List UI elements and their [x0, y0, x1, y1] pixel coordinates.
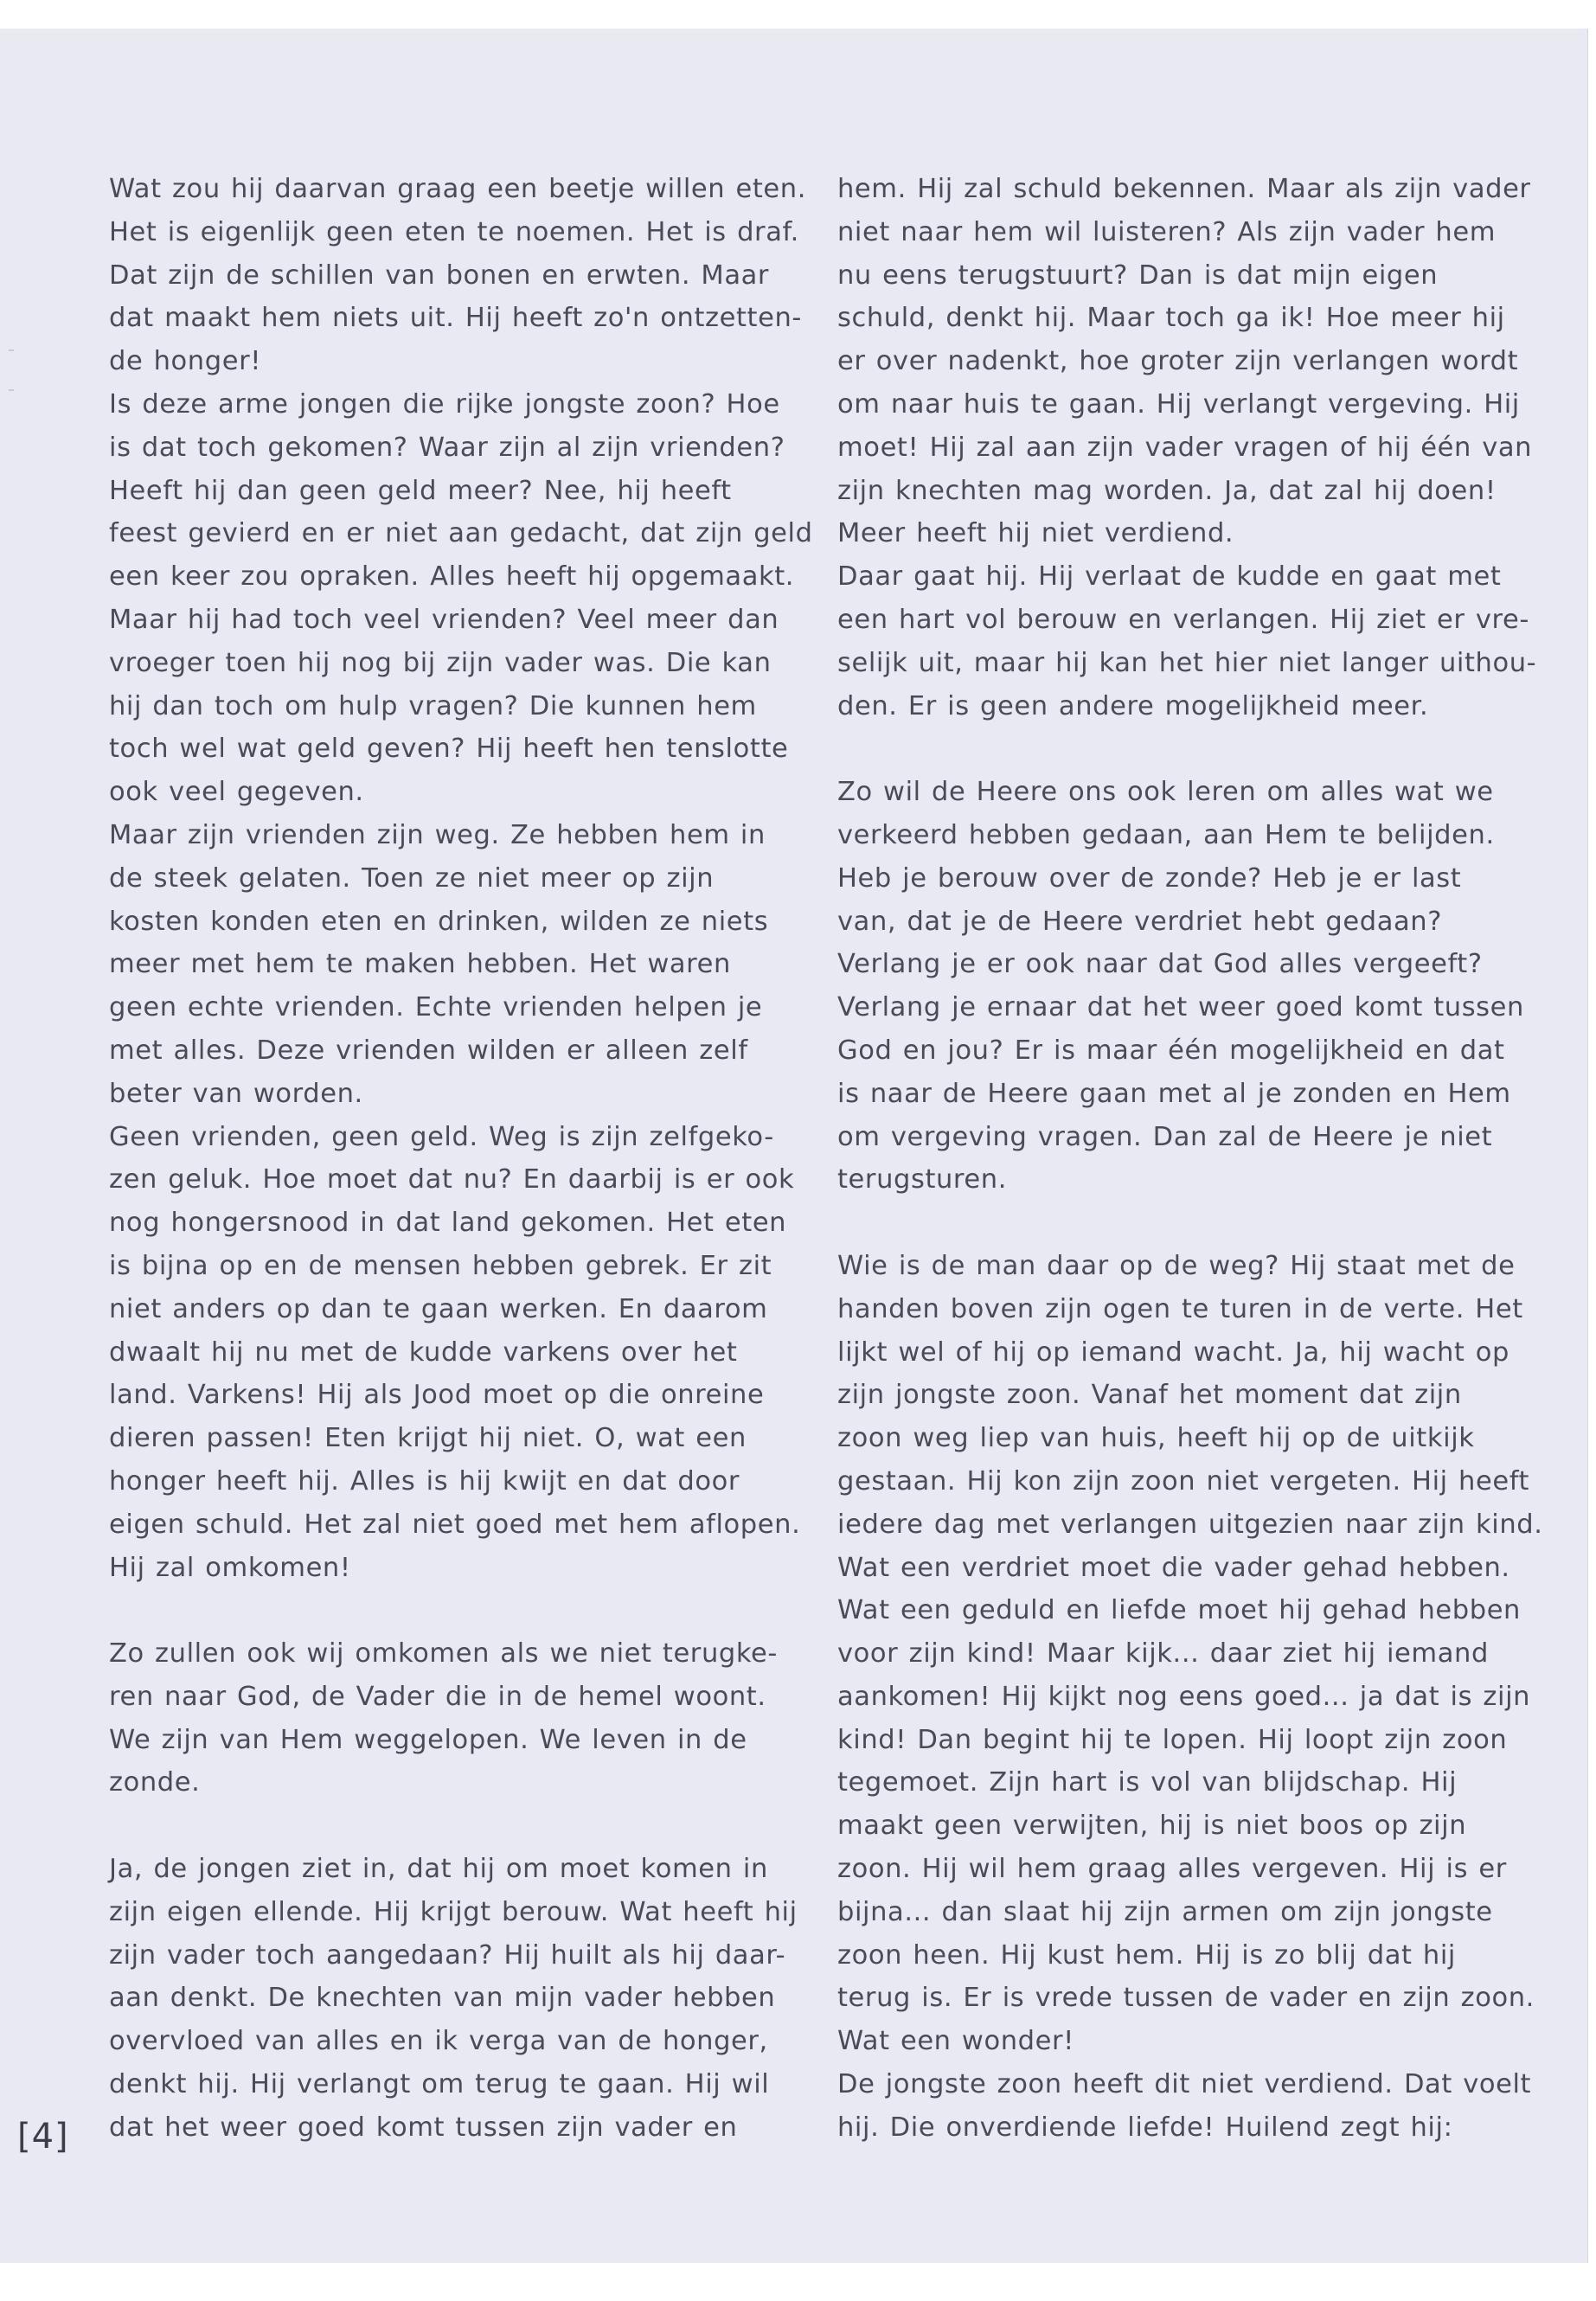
- right-text-column: [837, 168, 1543, 2150]
- text-line: zoon weg liep van huis, heeft hij op de uitkijk: [837, 1423, 1475, 1454]
- text-line: Wie is de man daar op de weg? Hij staat met de: [837, 1250, 1516, 1281]
- text-line: niet anders op dan te gaan werken. En daarom: [109, 1293, 768, 1324]
- text-line: van, dat je de Heere verdriet hebt gedaan?: [837, 906, 1443, 937]
- text-line: hem. Hij zal schuld bekennen. Maar als zijn vader: [837, 174, 1531, 204]
- text-line: moet! Hij zal aan zijn vader vragen of hij één van: [837, 432, 1533, 463]
- text-line: Zo wil de Heere ons ook leren om alles wat we: [837, 777, 1494, 808]
- text-line: zen geluk. Hoe moet dat nu? En daarbij is er ook: [109, 1164, 795, 1195]
- text-line: is naar de Heere gaan met al je zonden en Hem: [837, 1078, 1511, 1109]
- text-line: Wat een geduld en liefde moet hij gehad hebben: [837, 1595, 1521, 1626]
- text-line: God en jou? Er is maar één mogelijkheid en dat: [837, 1035, 1505, 1066]
- text-line: Daar gaat hij. Hij verlaat de kudde en gaat met: [837, 561, 1502, 593]
- text-line: Verlang je ernaar dat het weer goed komt tussen: [837, 992, 1524, 1023]
- text-line: tegemoet. Zijn hart is vol van blijdschap. Hij: [837, 1767, 1458, 1798]
- text-line: Maar zijn vrienden zijn weg. Ze hebben hem in: [109, 819, 766, 850]
- paragraph-gap: [109, 1589, 784, 1632]
- text-line: verkeerd hebben gedaan, aan Hem te belijden.: [837, 819, 1495, 850]
- text-line: Zo zullen ook wij omkomen als we niet terugke-: [109, 1638, 778, 1670]
- text-line: land. Varkens! Hij als Jood moet op die onreine: [109, 1380, 765, 1411]
- left-text-column: [109, 168, 813, 2150]
- text-line: gestaan. Hij kon zijn zoon niet vergeten. Hij heeft: [837, 1465, 1530, 1497]
- text-line: is dat toch gekomen? Waar zijn al zijn vrienden?: [109, 432, 785, 463]
- text-line: zoon. Hij wil hem graag alles vergeven. Hij is er: [837, 1854, 1507, 1885]
- text-line: hij dan toch om hulp vragen? Die kunnen hem: [109, 690, 757, 721]
- text-line: er over nadenkt, hoe groter zijn verlangen wordt: [837, 346, 1519, 377]
- text-line: aankomen! Hij kijkt nog eens goed... ja dat is zijn: [837, 1681, 1531, 1712]
- text-line: meer met hem te maken hebben. Het waren: [109, 949, 731, 980]
- text-line: Heb je berouw over de zonde? Heb je er last: [837, 862, 1462, 894]
- text-line: schuld, denkt hij. Maar toch ga ik! Hoe meer hij: [837, 303, 1505, 334]
- text-line: zijn vader toch aangedaan? Hij huilt als hij daar-: [109, 1939, 786, 1971]
- text-line: zijn knechten mag worden. Ja, dat zal hij doen!: [837, 475, 1497, 506]
- text-line: beter van worden.: [109, 1078, 363, 1109]
- text-line: Ja, de jongen ziet in, dat hij om moet komen in: [109, 1854, 768, 1885]
- text-line: vroeger toen hij nog bij zijn vader was. Die kan: [109, 647, 772, 678]
- text-line: met alles. Deze vrienden wilden er alleen zelf: [109, 1035, 748, 1066]
- text-line: toch wel wat geld geven? Hij heeft hen tenslotte: [109, 734, 789, 765]
- text-line: Dat zijn de schillen van bonen en erwten. Maar: [109, 260, 770, 291]
- text-line: iedere dag met verlangen uitgezien naar zijn kind.: [837, 1509, 1543, 1540]
- text-line: zijn jongste zoon. Vanaf het moment dat zijn: [837, 1380, 1462, 1411]
- text-line: Het is eigenlijk geen eten te noemen. Het is draf.: [109, 216, 799, 247]
- text-line: een keer zou opraken. Alles heeft hij opgemaakt.: [109, 561, 795, 593]
- text-line: Wat zou hij daarvan graag een beetje willen eten.: [109, 174, 807, 204]
- text-line: dwaalt hij nu met de kudde varkens over het: [109, 1336, 738, 1368]
- text-line: ren naar God, de Vader die in de hemel woont.: [109, 1681, 766, 1712]
- text-line: Geen vrienden, geen geld. Weg is zijn zelfgeko-: [109, 1121, 774, 1152]
- text-line: dat maakt hem niets uit. Hij heeft zo'n ontzetten-: [109, 303, 802, 334]
- text-line: kind! Dan begint hij te lopen. Hij loopt zijn zoon: [837, 1724, 1508, 1755]
- text-line: terugsturen.: [837, 1164, 1007, 1195]
- text-line: Maar hij had toch veel vrienden? Veel meer dan: [109, 604, 779, 635]
- text-line: honger heeft hij. Alles is hij kwijt en dat door: [109, 1465, 740, 1497]
- text-line: Verlang je er ook naar dat God alles vergeeft?: [837, 949, 1483, 980]
- text-line: zonde.: [109, 1767, 201, 1798]
- text-line: dat het weer goed komt tussen zijn vader en: [109, 2112, 738, 2143]
- paragraph-gap: [837, 727, 1512, 771]
- book-page: [0, 29, 1588, 2263]
- text-line: eigen schuld. Het zal niet goed met hem aflopen.: [109, 1509, 801, 1540]
- text-line: hij. Die onverdiende liefde! Huilend zegt hij:: [837, 2112, 1453, 2143]
- text-line: De jongste zoon heeft dit niet verdiend. Dat voelt: [837, 2069, 1532, 2100]
- text-line: om vergeving vragen. Dan zal de Heere je niet: [837, 1121, 1493, 1152]
- text-line: om naar huis te gaan. Hij verlangt vergeving. Hij: [837, 388, 1520, 420]
- text-line: Hij zal omkomen!: [109, 1552, 351, 1583]
- text-line: Heeft hij dan geen geld meer? Nee, hij heeft: [109, 475, 732, 506]
- text-line: lijkt wel of hij op iemand wacht. Ja, hij wacht op: [837, 1336, 1509, 1368]
- text-line: Wat een wonder!: [837, 2026, 1074, 2057]
- text-line: de honger!: [109, 346, 262, 377]
- text-line: handen boven zijn ogen te turen in de verte. Het: [837, 1293, 1523, 1324]
- text-line: selijk uit, maar hij kan het hier niet langer uithou-: [837, 647, 1537, 678]
- text-line: maakt geen verwijten, hij is niet boos op zijn: [837, 1811, 1467, 1842]
- text-line: aan denkt. De knechten van mijn vader hebben: [109, 1983, 776, 2014]
- margin-mark: [9, 389, 14, 391]
- text-line: kosten konden eten en drinken, wilden ze niets: [109, 906, 769, 937]
- paragraph-gap: [109, 1804, 784, 1848]
- text-line: nu eens terugstuurt? Dan is dat mijn eigen: [837, 260, 1439, 291]
- text-line: Is deze arme jongen die rijke jongste zoon? Hoe: [109, 388, 780, 420]
- text-line: zijn eigen ellende. Hij krijgt berouw. Wat heeft hij: [109, 1896, 798, 1927]
- text-line: niet naar hem wil luisteren? Als zijn vader hem: [837, 216, 1497, 247]
- text-line: overvloed van alles en ik verga van de honger,: [109, 2026, 768, 2057]
- text-line: terug is. Er is vrede tussen de vader en zijn zoon.: [837, 1983, 1535, 2014]
- paragraph-gap: [837, 1202, 1512, 1245]
- text-line: nog hongersnood in dat land gekomen. Het eten: [109, 1208, 787, 1239]
- text-line: bijna... dan slaat hij zijn armen om zijn jongste: [837, 1896, 1493, 1927]
- text-line: voor zijn kind! Maar kijk... daar ziet hij iemand: [837, 1638, 1489, 1670]
- text-line: ook veel gegeven.: [109, 777, 364, 808]
- text-line: een hart vol berouw en verlangen. Hij ziet er vre-: [837, 604, 1529, 635]
- text-line: de steek gelaten. Toen ze niet meer op zijn: [109, 862, 715, 894]
- text-line: geen echte vrienden. Echte vrienden helpen je: [109, 992, 763, 1023]
- text-line: den. Er is geen andere mogelijkheid meer.: [837, 690, 1429, 721]
- margin-mark: [9, 349, 14, 351]
- text-line: is bijna op en de mensen hebben gebrek. Er zit: [109, 1250, 772, 1281]
- text-line: feest gevierd en er niet aan gedacht, dat zijn geld: [109, 518, 813, 549]
- text-line: zoon heen. Hij kust hem. Hij is zo blij dat hij: [837, 1939, 1456, 1971]
- text-line: dieren passen! Eten krijgt hij niet. O, wat een: [109, 1423, 747, 1454]
- text-line: We zijn van Hem weggelopen. We leven in de: [109, 1724, 747, 1755]
- text-line: Wat een verdriet moet die vader gehad hebben.: [837, 1552, 1510, 1583]
- page-number: [4]: [17, 2117, 69, 2157]
- text-line: denkt hij. Hij verlangt om terug te gaan. Hij wil: [109, 2069, 770, 2100]
- text-line: Meer heeft hij niet verdiend.: [837, 518, 1234, 549]
